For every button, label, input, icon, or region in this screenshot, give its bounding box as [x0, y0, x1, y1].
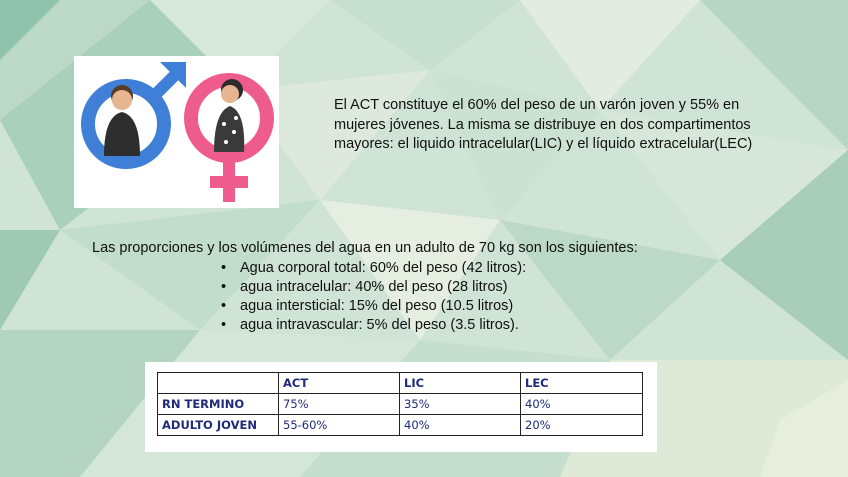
- gender-illustration: [74, 56, 279, 208]
- table-cell: 20%: [521, 415, 643, 436]
- proportions-list: [92, 259, 792, 335]
- table-cell: 40%: [400, 415, 521, 436]
- table-cell: 55-60%: [279, 415, 400, 436]
- water-distribution-table: [157, 372, 643, 436]
- list-item: • Agua corporal total: 60% del peso (42 litros):: [240, 259, 792, 278]
- table-cell: 35%: [400, 394, 521, 415]
- table-header-row: [158, 373, 643, 394]
- list-item: • agua intersticial: 15% del peso (10.5 litros): [240, 297, 792, 316]
- list-item: • agua intracelular: 40% del peso (28 litros): [240, 278, 792, 297]
- table-cell: 40%: [521, 394, 643, 415]
- intro-paragraph: El ACT constituye el 60% del peso de un varón joven y 55% en mujeres jóvenes. La misma se distribuye en dos compartimentos mayores: el liquido intracelular(LIC) y el líquido extracelular(LEC): [334, 97, 753, 152]
- list-item: • agua intravascular: 5% del peso (3.5 litros).: [240, 316, 792, 335]
- table-header-cell: LEC: [521, 373, 643, 394]
- female-gender-icon: [191, 79, 267, 202]
- table-row: [158, 394, 643, 415]
- table-header-cell: ACT: [279, 373, 400, 394]
- table-header-cell: LIC: [400, 373, 521, 394]
- water-distribution-table-card: [145, 362, 657, 452]
- proportions-heading: Las proporciones y los volúmenes del agua en un adulto de 70 kg son los siguientes:: [92, 240, 638, 256]
- proportions-section: [92, 239, 792, 335]
- table-row-label: ADULTO JOVEN: [158, 415, 279, 436]
- table-row: [158, 415, 643, 436]
- table-header-cell: [158, 373, 279, 394]
- male-gender-icon: [88, 62, 186, 162]
- table-cell: 75%: [279, 394, 400, 415]
- table-row-label: RN TERMINO: [158, 394, 279, 415]
- gender-symbols-graphic: [74, 56, 279, 208]
